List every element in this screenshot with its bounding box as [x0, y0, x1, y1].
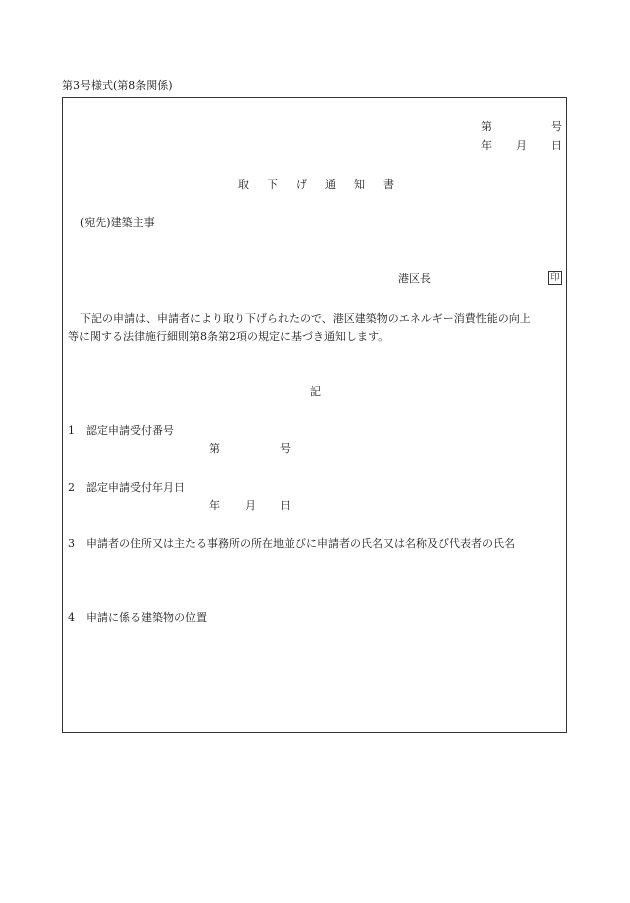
item-2-label: 2 認定申請受付年月日 — [68, 481, 185, 494]
doc-date-year: 年 — [481, 139, 492, 152]
form-label: 第3号様式(第8条関係) — [62, 79, 173, 92]
title-char: 通 — [325, 178, 336, 191]
item-1-label: 1 認定申請受付番号 — [68, 424, 174, 437]
item-3-label: 3 申請者の住所又は主たる事務所の所在地並びに申請者の氏名又は名称及び代表者の氏名 — [68, 537, 515, 550]
addressee: (宛先)建築主事 — [80, 216, 155, 229]
document-title — [238, 178, 394, 192]
item-2-month: 月 — [245, 499, 256, 512]
title-char: 知 — [354, 178, 365, 191]
title-char: 書 — [383, 178, 394, 191]
title-char: 取 — [238, 178, 249, 191]
item-1-dai: 第 — [209, 442, 220, 455]
doc-number-go: 号 — [551, 120, 562, 133]
item-4-label: 4 申請に係る建築物の位置 — [68, 611, 207, 624]
item-1-go: 号 — [280, 442, 291, 455]
issuer-name: 港区長 — [398, 272, 431, 285]
ki-heading: 記 — [310, 385, 321, 398]
title-char: げ — [296, 178, 307, 191]
doc-date-month: 月 — [516, 139, 527, 152]
doc-number-dai: 第 — [481, 120, 492, 133]
title-char: 下 — [267, 178, 278, 191]
form-frame — [62, 97, 567, 733]
notice-body — [68, 310, 562, 346]
doc-date-day: 日 — [551, 139, 562, 152]
item-2-year: 年 — [209, 499, 220, 512]
notice-line-2: 等に関する法律施行細則第8条第2項の規定に基づき通知します。 — [68, 330, 390, 343]
seal-stamp-box: 印 — [548, 271, 562, 285]
item-2-day: 日 — [280, 499, 291, 512]
notice-line-1: 下記の申請は、申請者により取り下げられたので、港区建築物のエネルギー消費性能の向上 — [80, 312, 531, 325]
